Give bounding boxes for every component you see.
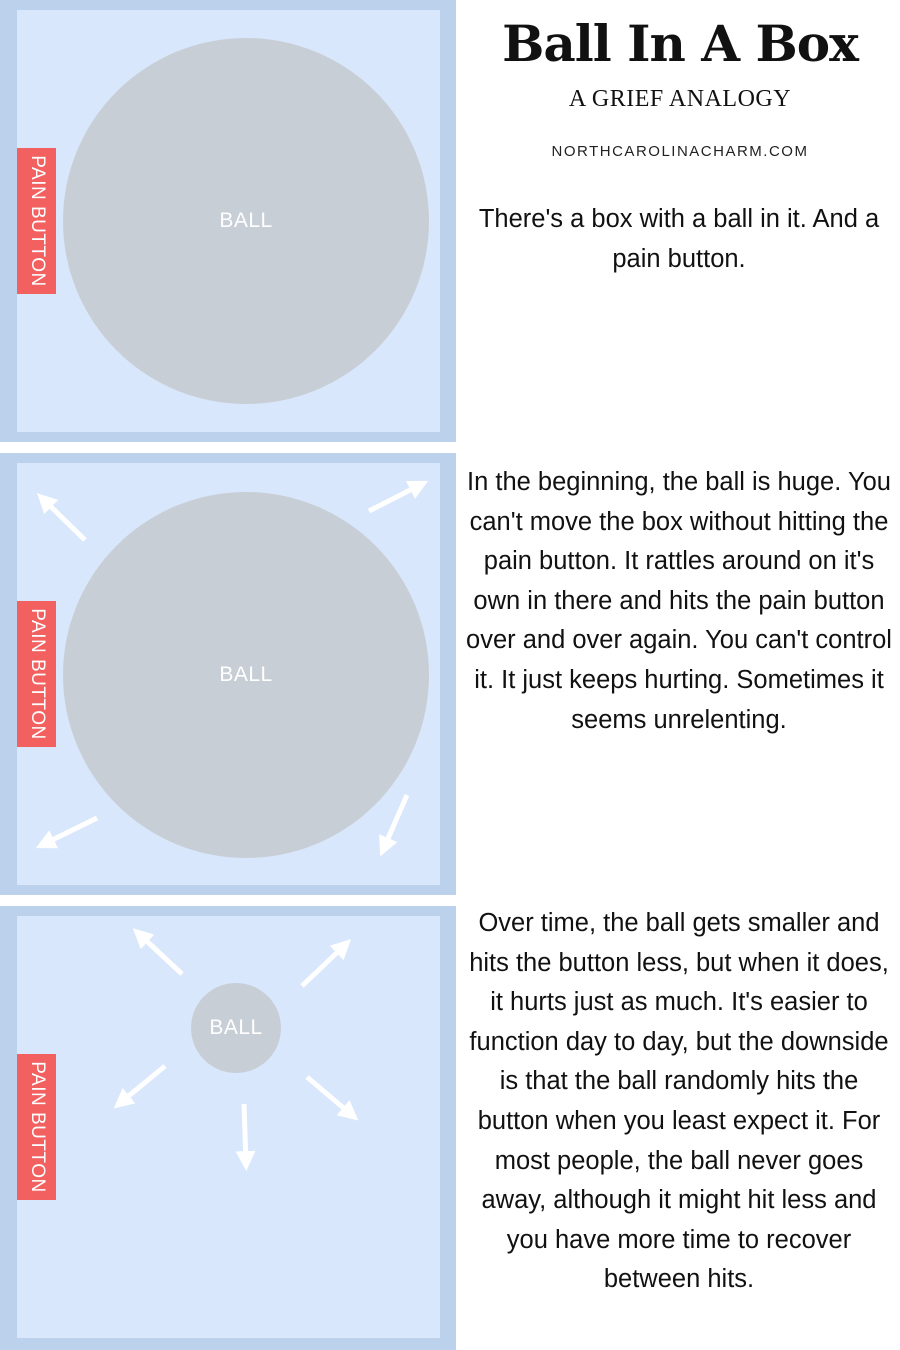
pain-button-label: PAIN BUTTON bbox=[26, 155, 48, 287]
arrow-icon bbox=[138, 933, 182, 974]
arrow-icon bbox=[369, 484, 422, 511]
arrow-icon bbox=[244, 1104, 246, 1164]
ball-label: BALL bbox=[219, 209, 273, 232]
box-panel-2 bbox=[0, 453, 456, 895]
pain-button bbox=[17, 148, 56, 294]
pain-button-label: PAIN BUTTON bbox=[26, 608, 48, 740]
ball-large bbox=[63, 38, 429, 404]
paragraph-1: There's a box with a ball in it. And a pain button. bbox=[478, 205, 880, 273]
paragraph-2: In the beginning, the ball is huge. You can't move the box without hitting the pain button. It rattles around on it's own in there and hits the pain button over and over again. You can't control it. It just keeps hurting. Sometimes it seems unrelenting. bbox=[466, 468, 892, 734]
arrows-group bbox=[0, 906, 456, 1350]
arrow-icon bbox=[383, 795, 407, 850]
page-subtitle: A GRIEF ANALOGY bbox=[568, 86, 792, 112]
pain-button-label: PAIN BUTTON bbox=[26, 1061, 48, 1193]
arrow-icon bbox=[42, 498, 85, 540]
ball-label: BALL bbox=[219, 663, 273, 686]
box-panel-1 bbox=[0, 0, 456, 442]
arrows-group bbox=[0, 453, 456, 895]
arrow-icon bbox=[302, 944, 346, 986]
arrow-icon bbox=[42, 818, 97, 845]
ball-label: BALL bbox=[209, 1016, 263, 1039]
arrow-icon bbox=[307, 1077, 353, 1116]
page-title: Ball In A Box bbox=[502, 14, 858, 73]
website-label: NORTHCAROLINACHARM.COM bbox=[551, 143, 809, 160]
box-panel-3 bbox=[0, 906, 456, 1350]
arrow-icon bbox=[119, 1066, 165, 1104]
paragraph-3: Over time, the ball gets smaller and hits the button less, but when it does, it hurts just as much. It's easier to function day to day, but the downside is that the ball randomly hits the button when you least expect it. For most people, the ball never goes away, although it might hit less and you have more time to recover between hits. bbox=[469, 909, 889, 1294]
